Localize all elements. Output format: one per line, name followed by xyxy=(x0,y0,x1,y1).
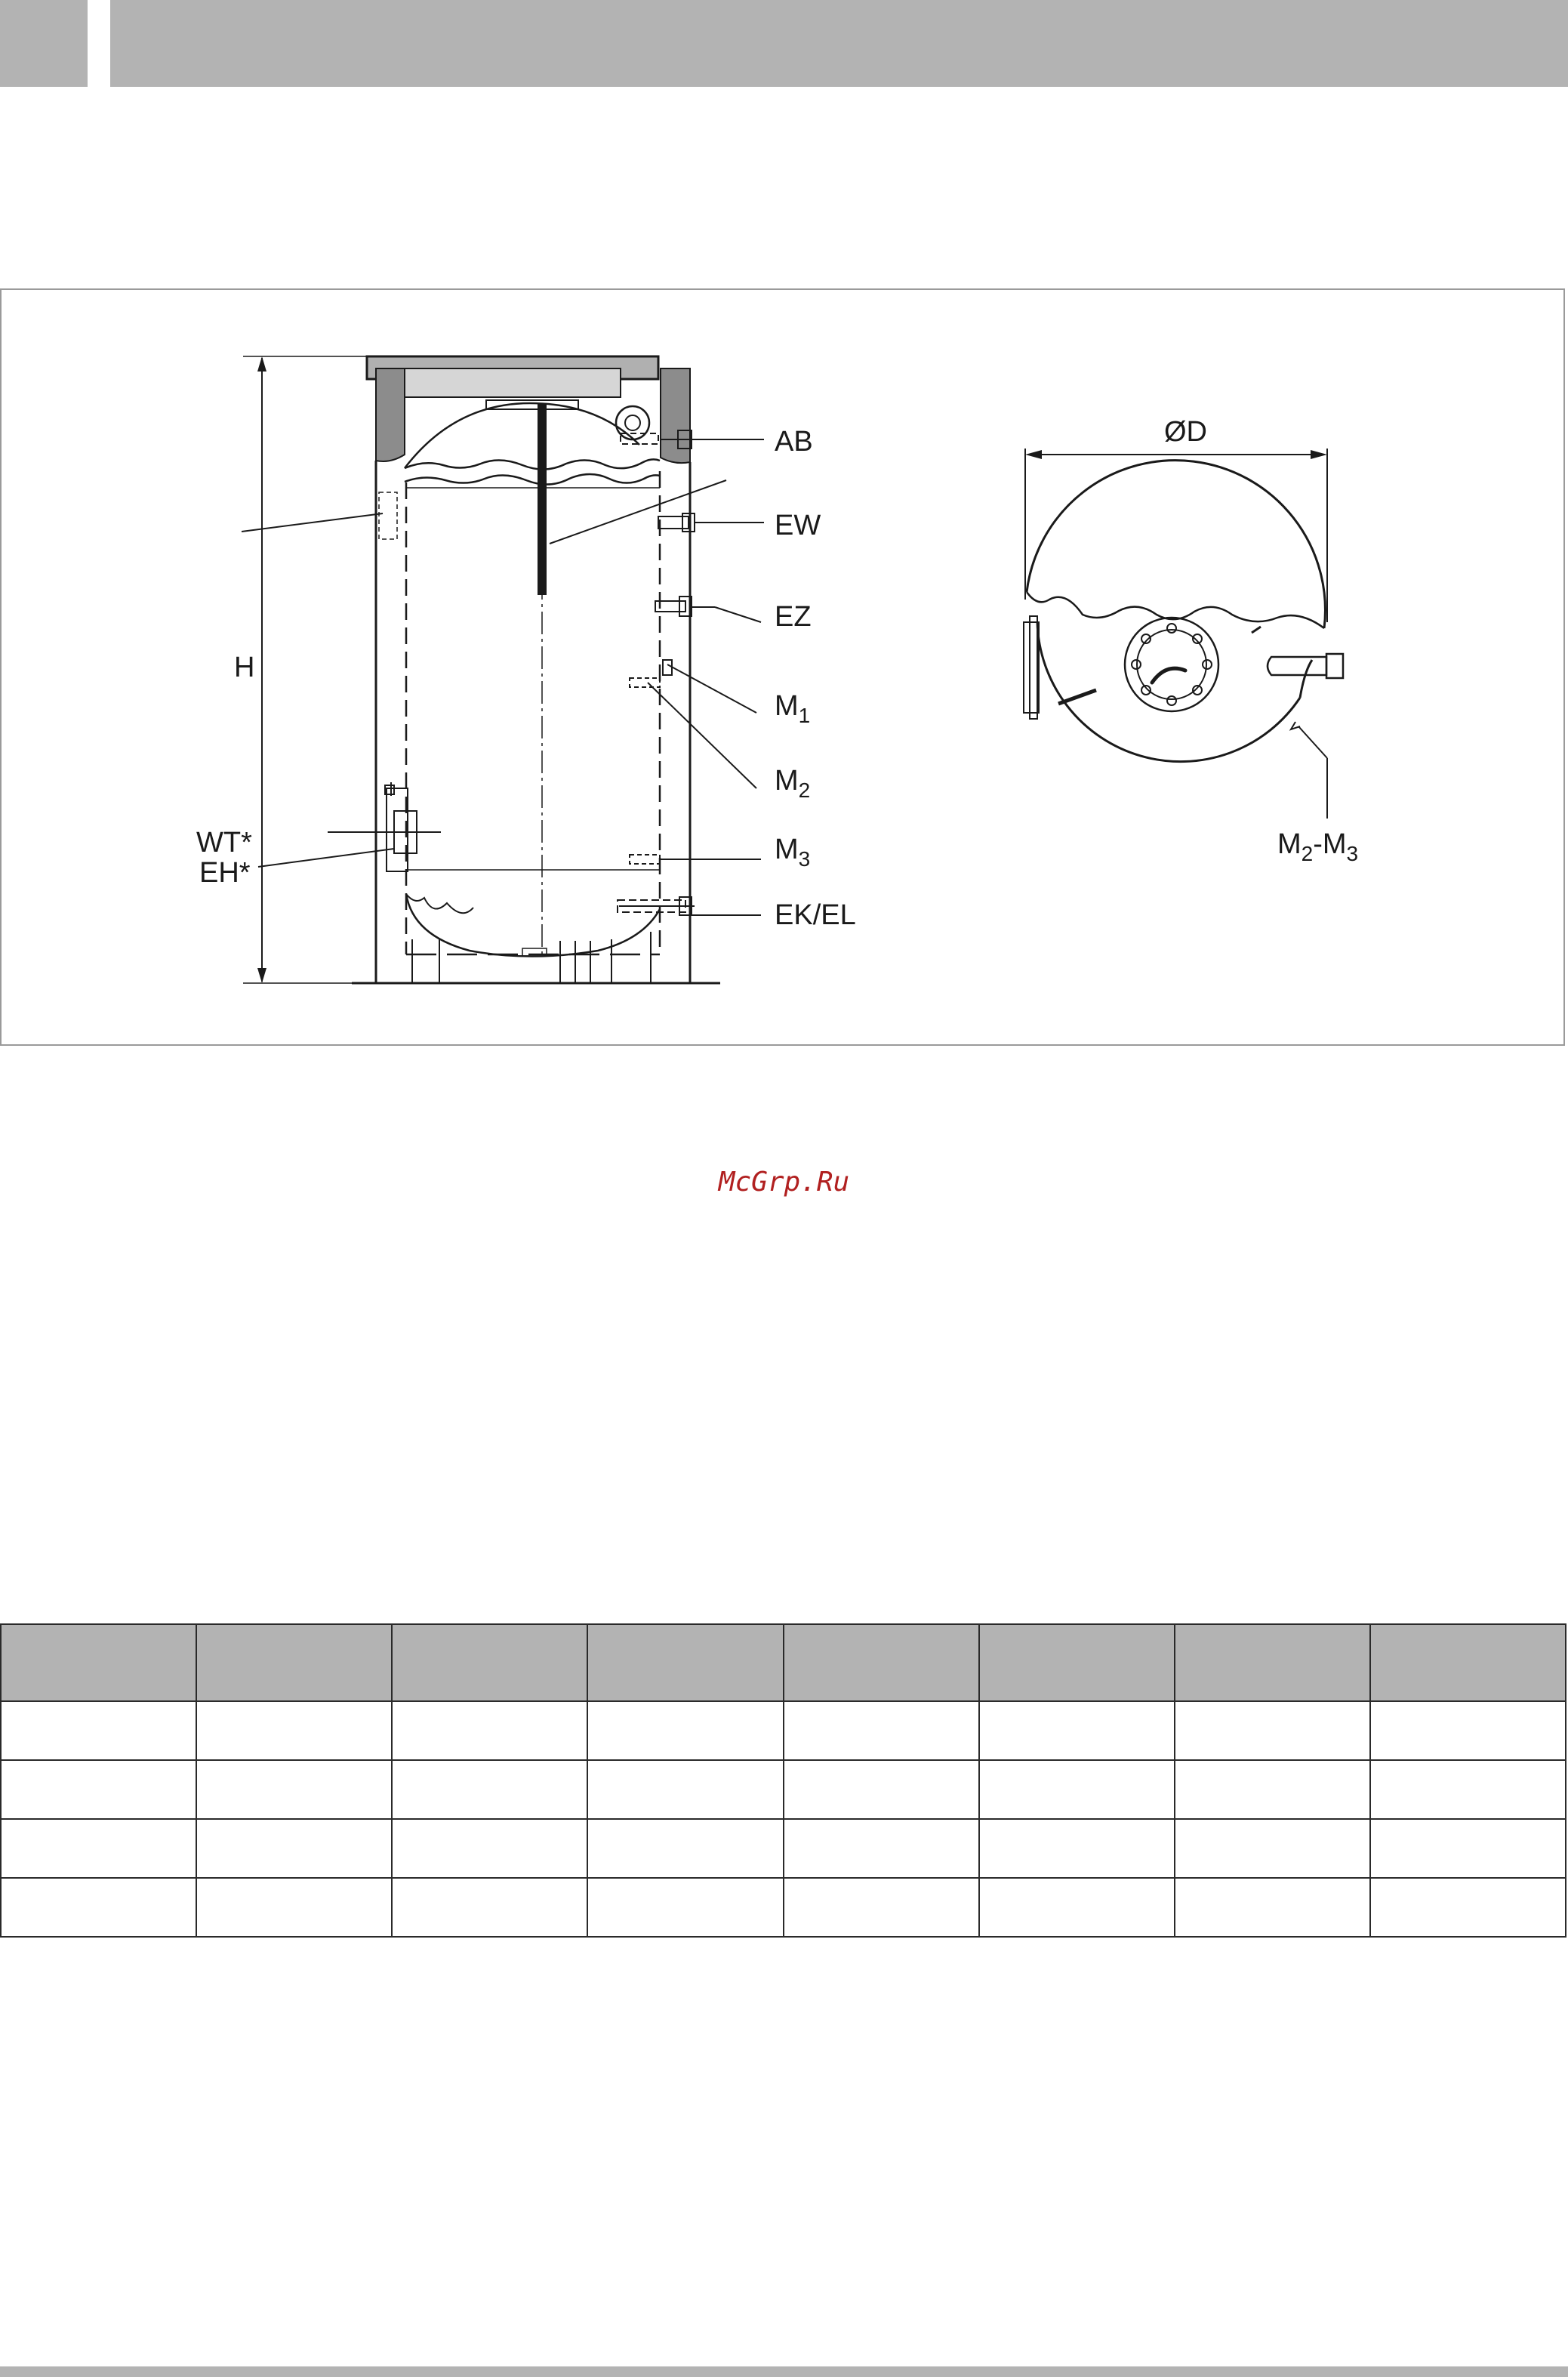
table-row xyxy=(1,1819,1566,1878)
table-cell xyxy=(1,1760,196,1819)
table-cell xyxy=(1175,1878,1370,1937)
table-cell xyxy=(784,1878,979,1937)
top-view xyxy=(1024,416,1358,865)
table-cell xyxy=(1370,1760,1566,1819)
manhole-flange xyxy=(1125,618,1218,711)
label-m2-m3: $M_2-M_3$ xyxy=(1277,828,1359,865)
table-cell xyxy=(392,1819,587,1878)
label-ew: EW xyxy=(775,510,821,541)
footer-bar xyxy=(0,2366,1568,2377)
table-cell xyxy=(784,1819,979,1878)
table-cell xyxy=(784,1760,979,1819)
table-cell xyxy=(1370,1878,1566,1937)
insulation-left xyxy=(376,368,405,461)
table-cell xyxy=(392,1878,587,1937)
table-cell xyxy=(587,1701,783,1760)
column-header xyxy=(587,1624,783,1701)
table-cell xyxy=(1370,1701,1566,1760)
table-row xyxy=(1,1701,1566,1760)
table-cell xyxy=(196,1878,392,1937)
table-cell xyxy=(392,1701,587,1760)
table-row xyxy=(1,1878,1566,1937)
label-m3: $M_3$ xyxy=(775,834,811,871)
table-cell xyxy=(196,1760,392,1819)
header-bar xyxy=(110,0,1568,87)
height-label: H xyxy=(234,652,255,683)
table-cell xyxy=(1,1819,196,1878)
dimensions-table xyxy=(0,1623,1566,1938)
table-cell xyxy=(784,1701,979,1760)
label-ek-el: EK/EL xyxy=(775,899,856,931)
column-header xyxy=(1175,1624,1370,1701)
table-cell xyxy=(196,1701,392,1760)
table-cell xyxy=(979,1701,1175,1760)
column-header xyxy=(392,1624,587,1701)
tank-dome xyxy=(405,403,639,468)
label-m1: $M_1$ xyxy=(775,690,811,727)
column-header xyxy=(979,1624,1175,1701)
column-header xyxy=(1,1624,196,1701)
label-ab: AB xyxy=(775,426,813,458)
column-header xyxy=(1370,1624,1566,1701)
table-cell xyxy=(587,1819,783,1878)
column-header xyxy=(196,1624,392,1701)
table-cell xyxy=(196,1819,392,1878)
label-eh: EH* xyxy=(199,857,251,889)
table-cell xyxy=(979,1878,1175,1937)
table-cell xyxy=(587,1760,783,1819)
table-cell xyxy=(1,1701,196,1760)
technical-drawing xyxy=(0,288,1565,1046)
table-cell xyxy=(1370,1819,1566,1878)
table-header-row xyxy=(1,1624,1566,1701)
table-cell xyxy=(1175,1760,1370,1819)
side-view xyxy=(196,356,856,983)
header-tab xyxy=(0,0,88,87)
table-cell xyxy=(1175,1819,1370,1878)
label-m2: $M_2$ xyxy=(775,765,811,802)
table-cell xyxy=(1,1878,196,1937)
table-cell xyxy=(979,1760,1175,1819)
label-ez: EZ xyxy=(775,601,812,633)
diameter-label: ØD xyxy=(1164,416,1207,448)
table-cell xyxy=(979,1819,1175,1878)
column-header xyxy=(784,1624,979,1701)
watermark-text: McGrp.Ru xyxy=(718,1167,850,1198)
table-cell xyxy=(1175,1701,1370,1760)
table-cell xyxy=(587,1878,783,1937)
label-wt: WT* xyxy=(196,827,252,859)
table-cell xyxy=(392,1760,587,1819)
table-row xyxy=(1,1760,1566,1819)
